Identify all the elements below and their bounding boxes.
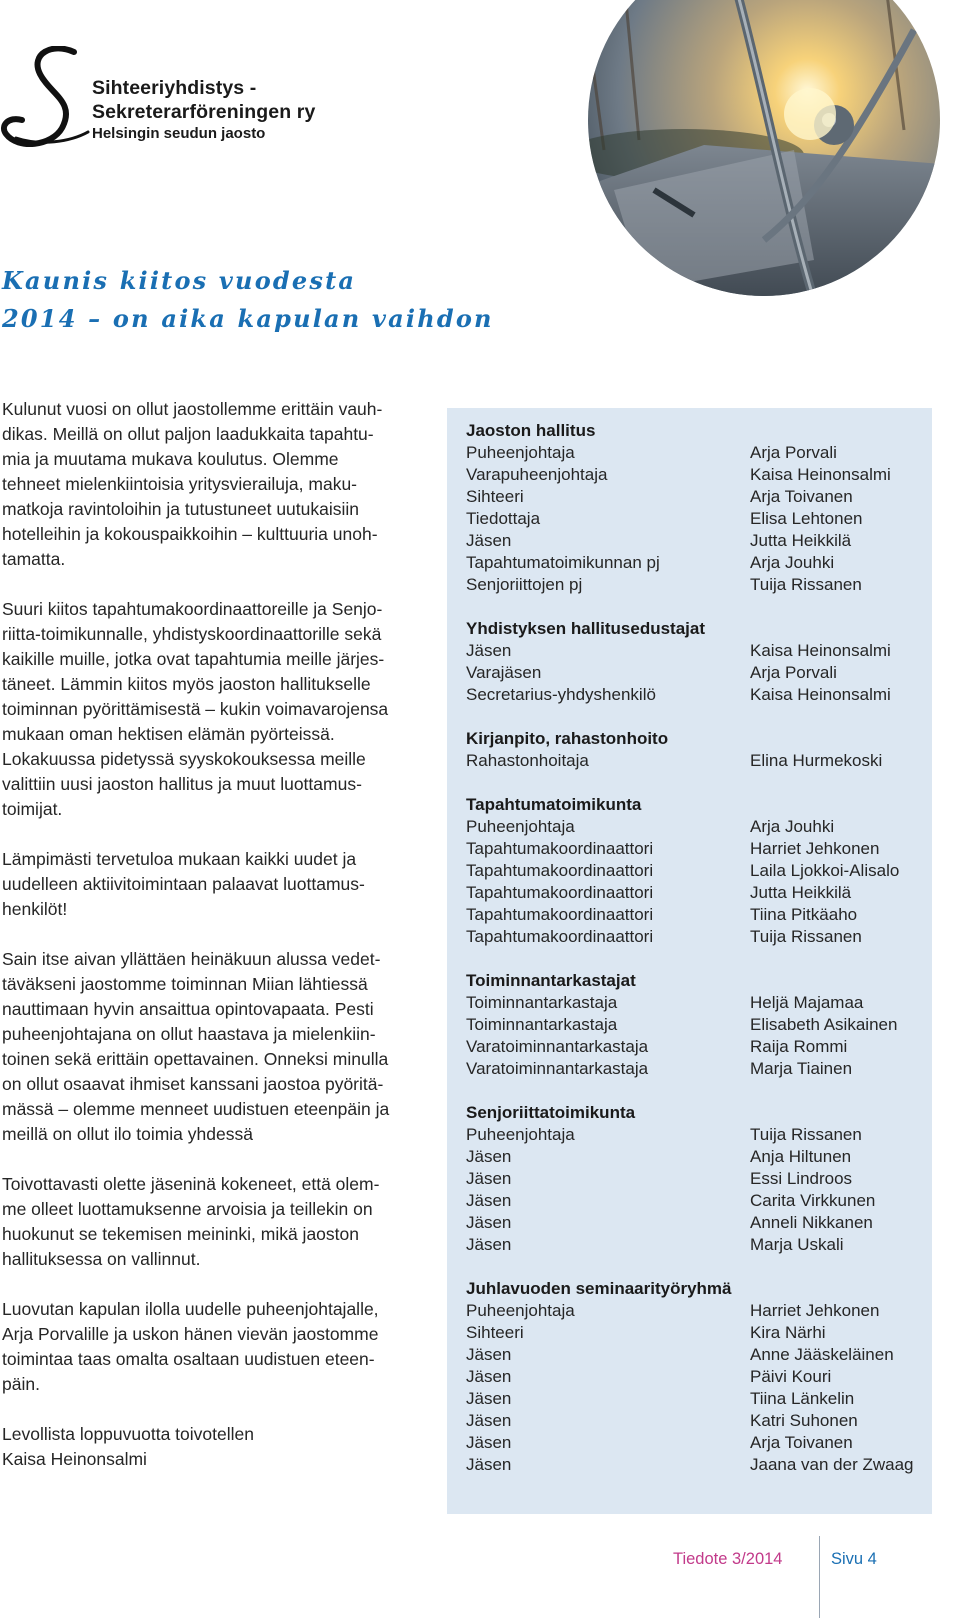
member-role: Puheenjohtaja (466, 1125, 575, 1144)
board-group-title: Jaoston hallitus (466, 421, 596, 440)
text-line: hallituksessa on vallinnut. (2, 1249, 201, 1269)
text-line: valittiin uusi jaoston hallitus ja muut luottamus- (2, 774, 362, 794)
board-member-row (466, 816, 926, 838)
organization-logo (0, 46, 330, 156)
board-member-row (466, 684, 926, 706)
board-group-title: Juhlavuoden seminaarityöryhmä (466, 1279, 732, 1298)
text-line: päin. (2, 1374, 40, 1394)
board-member-row (466, 882, 926, 904)
text-line: Kulunut vuosi on ollut jaostollemme erittäin vauh- (2, 399, 383, 419)
member-role: Jäsen (466, 641, 512, 660)
member-name: Carita Virkkunen (750, 1191, 876, 1210)
member-name: Anne Jääskeläinen (750, 1345, 894, 1364)
board-member-row (466, 486, 926, 508)
text-line: Arja Porvalille ja uskon hänen vievän jaostomme (2, 1324, 379, 1344)
board-group-title: Kirjanpito, rahastonhoito (466, 729, 669, 748)
text-line: Toivottavasti olette jäseninä kokeneet, että olem- (2, 1174, 380, 1194)
member-name: Tuija Rissanen (750, 575, 862, 594)
member-name: Marja Tiainen (750, 1059, 853, 1078)
board-member-row (466, 838, 926, 860)
logo-line-3: Helsingin seudun jaosto (92, 125, 266, 142)
board-member-row (466, 1234, 926, 1256)
member-role: Jäsen (466, 1367, 512, 1386)
board-member-row (466, 904, 926, 926)
member-name: Arja Jouhki (750, 817, 835, 836)
board-group (466, 618, 926, 706)
member-role: Puheenjohtaja (466, 1301, 575, 1320)
board-group-title: Toiminnantarkastajat (466, 971, 636, 990)
member-name: Tiina Länkelin (750, 1389, 855, 1408)
member-role: Jäsen (466, 1169, 512, 1188)
member-role: Varajäsen (466, 663, 542, 682)
board-member-row (466, 464, 926, 486)
text-line: Luovutan kapulan ilolla uudelle puheenjohtajalle, (2, 1299, 379, 1319)
member-name: Arja Jouhki (750, 553, 835, 572)
member-name: Kaisa Heinonsalmi (750, 685, 891, 704)
member-role: Senjoriittojen pj (466, 575, 583, 594)
sunset-playground-photo (584, 0, 944, 300)
member-name: Kaisa Heinonsalmi (750, 641, 891, 660)
logo-s-mark-icon (0, 46, 96, 156)
letter-paragraph (2, 847, 430, 922)
text-line: matkoja ravintoloihin ja tutustuneet uutukaisiin (2, 499, 360, 519)
text-line: riitta-toimikunnalle, yhdistyskoordinaattorille sekä (2, 624, 382, 644)
member-name: Arja Porvali (750, 663, 837, 682)
board-member-row (466, 1410, 926, 1432)
member-role: Varatoiminnantarkastaja (466, 1037, 649, 1056)
member-role: Jäsen (466, 531, 512, 550)
member-name: Elisabeth Asikainen (750, 1015, 898, 1034)
board-member-row (466, 1124, 926, 1146)
member-name: Anneli Nikkanen (750, 1213, 873, 1232)
logo-line-2: Sekreterarföreningen ry (92, 101, 316, 123)
member-role: Secretarius-yhdyshenkilö (466, 685, 656, 704)
text-line: Levollista loppuvuotta toivotellen (2, 1424, 254, 1444)
member-role: Tapahtumakoordinaattori (466, 839, 654, 858)
text-line: on ollut osaavat ihmiset kanssani jaostoa pyöritä- (2, 1074, 384, 1094)
member-name: Kira Närhi (750, 1323, 826, 1342)
board-member-row (466, 1454, 926, 1476)
letter-paragraph (2, 947, 430, 1147)
board-member-row (466, 442, 926, 464)
member-role: Jäsen (466, 1191, 512, 1210)
member-role: Jäsen (466, 1147, 512, 1166)
member-role: Tapahtumatoimikunnan pj (466, 553, 660, 572)
board-member-row (466, 860, 926, 882)
board-member-row (466, 1344, 926, 1366)
board-member-row (466, 1322, 926, 1344)
member-name: Laila Ljokkoi-Alisalo (750, 861, 900, 880)
member-name: Arja Toivanen (750, 1433, 853, 1452)
board-member-row (466, 1146, 926, 1168)
page-footer (0, 1536, 960, 1596)
member-role: Puheenjohtaja (466, 817, 575, 836)
member-role: Rahastonhoitaja (466, 751, 589, 770)
member-name: Elisa Lehtonen (750, 509, 863, 528)
text-line: dikas. Meillä on ollut paljon laadukkaita tapahtu- (2, 424, 374, 444)
member-name: Tuija Rissanen (750, 1125, 862, 1144)
board-group (466, 1278, 926, 1476)
page-number: Sivu 4 (831, 1550, 877, 1568)
board-member-row (466, 992, 926, 1014)
board-members-box (447, 408, 932, 1514)
member-role: Jäsen (466, 1235, 512, 1254)
member-name: Kaisa Heinonsalmi (750, 465, 891, 484)
board-member-row (466, 662, 926, 684)
article-headline (2, 262, 494, 338)
text-line: huokunut se tekemisen meininki, mikä jaoston (2, 1224, 359, 1244)
letter-paragraph (2, 1297, 430, 1397)
member-name: Anja Hiltunen (750, 1147, 852, 1166)
member-role: Varapuheenjohtaja (466, 465, 608, 484)
member-name: Tiina Pitkäaho (750, 905, 858, 924)
member-name: Harriet Jehkonen (750, 1301, 880, 1320)
member-role: Puheenjohtaja (466, 443, 575, 462)
board-member-row (466, 1058, 926, 1080)
member-name: Tuija Rissanen (750, 927, 862, 946)
member-name: Päivi Kouri (750, 1367, 832, 1386)
member-role: Sihteeri (466, 487, 524, 506)
member-role: Tiedottaja (466, 509, 541, 528)
text-line: tamatta. (2, 549, 66, 569)
member-role: Jäsen (466, 1455, 512, 1474)
board-member-row (466, 574, 926, 596)
member-role: Tapahtumakoordinaattori (466, 883, 654, 902)
board-group-title: Yhdistyksen hallitusedustajat (466, 619, 706, 638)
text-line: täneet. Lämmin kiitos myös jaoston hallitukselle (2, 674, 371, 694)
text-line: toimintaa taas omalta osaltaan uudistuen eteen- (2, 1349, 375, 1369)
text-line: Lämpimästi tervetuloa mukaan kaikki uudet ja (2, 849, 357, 869)
member-name: Marja Uskali (750, 1235, 844, 1254)
text-line: toiminnan pyörittämisestä – kukin voimavarojensa (2, 699, 389, 719)
board-member-row (466, 508, 926, 530)
text-line: henkilöt! (2, 899, 68, 919)
text-line: Sain itse aivan yllättäen heinäkuun alussa vedet- (2, 949, 381, 969)
text-line: uudelleen aktiivitoimintaan palaavat luottamus- (2, 874, 365, 894)
member-name: Katri Suhonen (750, 1411, 858, 1430)
board-member-row (466, 1190, 926, 1212)
board-member-row (466, 1300, 926, 1322)
member-role: Jäsen (466, 1345, 512, 1364)
member-name: Harriet Jehkonen (750, 839, 880, 858)
letter-paragraph (2, 397, 430, 572)
board-member-row (466, 926, 926, 948)
text-line: mia ja muutama mukava koulutus. Olemme (2, 449, 339, 469)
member-role: Sihteeri (466, 1323, 524, 1342)
text-line: toimijat. (2, 799, 63, 819)
text-line: puheenjohtajana on ollut haastava ja mielenkiin- (2, 1024, 376, 1044)
member-role: Jäsen (466, 1433, 512, 1452)
member-name: Arja Porvali (750, 443, 837, 462)
text-line: Lokakuussa pidetyssä syyskokouksessa meille (2, 749, 366, 769)
member-name: Elina Hurmekoski (750, 751, 883, 770)
text-line: mukaan oman hektisen elämän pyörteissä. (2, 724, 335, 744)
letter-signature (2, 1422, 430, 1472)
board-member-row (466, 1432, 926, 1454)
member-name: Arja Toivanen (750, 487, 853, 506)
member-role: Toiminnantarkastaja (466, 993, 618, 1012)
member-name: Essi Lindroos (750, 1169, 853, 1188)
letter-paragraph (2, 1172, 430, 1272)
text-line: Kaisa Heinonsalmi (2, 1449, 147, 1469)
logo-line-1: Sihteeriyhdistys - (92, 77, 257, 99)
text-line: mässä – olemme menneet uudistuen eteenpäin ja (2, 1099, 390, 1119)
member-name: Jutta Heikkilä (750, 531, 852, 550)
board-member-row (466, 530, 926, 552)
text-line: meillä on ollut ilo toimia yhdessä (2, 1124, 253, 1144)
member-name: Jaana van der Zwaag (750, 1455, 914, 1474)
board-member-row (466, 1388, 926, 1410)
text-line: tehneet mielenkiintoisia yritysvierailuja, maku- (2, 474, 358, 494)
board-member-row (466, 1036, 926, 1058)
board-group (466, 970, 926, 1080)
board-member-row (466, 640, 926, 662)
text-line: toinen sekä erittäin opettavainen. Onneksi minulla (2, 1049, 389, 1069)
member-role: Toiminnantarkastaja (466, 1015, 618, 1034)
headline-line-1: Kaunis kiitos vuodesta (2, 266, 357, 295)
member-role: Tapahtumakoordinaattori (466, 861, 654, 880)
member-role: Tapahtumakoordinaattori (466, 905, 654, 924)
member-role: Varatoiminnantarkastaja (466, 1059, 649, 1078)
board-group (466, 1102, 926, 1256)
text-line: me olleet luottamuksenne arvoisia ja teillekin on (2, 1199, 373, 1219)
board-member-row (466, 750, 926, 772)
text-line: täväkseni jaostomme toiminnan Miian lähtiessä (2, 974, 368, 994)
letter-body (2, 397, 430, 1472)
text-line: hotelleihin ja kokouspaikkoihin – kulttuuria unoh- (2, 524, 378, 544)
board-member-row (466, 1212, 926, 1234)
member-role: Jäsen (466, 1389, 512, 1408)
board-group (466, 420, 926, 596)
publication-label: Tiedote 3/2014 (673, 1550, 783, 1568)
board-group (466, 794, 926, 948)
board-groups (466, 420, 926, 1498)
text-line: kaikille muille, jotka ovat tapahtumia meille järjes- (2, 649, 385, 669)
letter-paragraph (2, 597, 430, 822)
member-role: Tapahtumakoordinaattori (466, 927, 654, 946)
board-group-title: Tapahtumatoimikunta (466, 795, 642, 814)
board-group-title: Senjoriittatoimikunta (466, 1103, 636, 1122)
headline-line-2: 2014 – on aika kapulan vaihdon (2, 304, 494, 333)
board-member-row (466, 552, 926, 574)
board-member-row (466, 1014, 926, 1036)
member-name: Jutta Heikkilä (750, 883, 852, 902)
board-member-row (466, 1366, 926, 1388)
board-group (466, 728, 926, 772)
footer-divider (819, 1536, 820, 1618)
member-name: Heljä Majamaa (750, 993, 864, 1012)
text-line: nauttimaan hyvin ansaittua opintovapaata. Pesti (2, 999, 374, 1019)
text-line: Suuri kiitos tapahtumakoordinaattoreille ja Senjo- (2, 599, 383, 619)
member-role: Jäsen (466, 1411, 512, 1430)
member-name: Raija Rommi (750, 1037, 848, 1056)
member-role: Jäsen (466, 1213, 512, 1232)
board-member-row (466, 1168, 926, 1190)
